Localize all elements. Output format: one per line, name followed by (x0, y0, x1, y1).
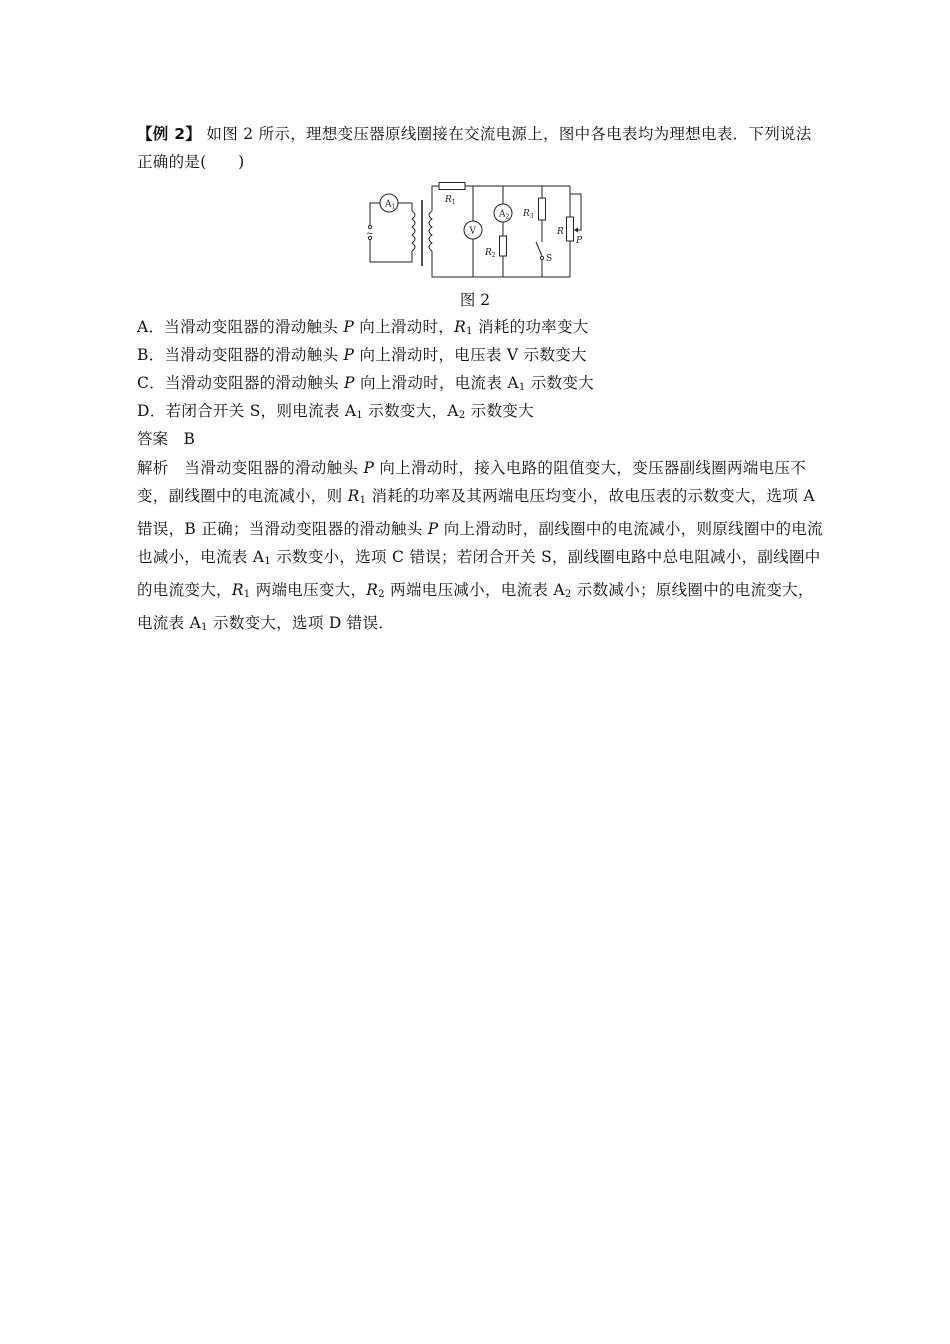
label-r3: $R_3$ (523, 209, 534, 220)
switch-s-contact (540, 256, 543, 259)
label-a2: $A_2$ (499, 209, 510, 221)
question-stem (137, 120, 827, 176)
secondary-wire-top (432, 186, 439, 211)
primary-wire-right (398, 203, 412, 211)
resistor-r2 (500, 236, 507, 256)
label-r1: $R_1$ (445, 195, 456, 206)
primary-coil (412, 211, 415, 251)
primary-wire-bottom (370, 240, 412, 262)
rheostat-slider-wire (570, 194, 581, 230)
label-p: P (576, 236, 583, 246)
switch-s-blade (536, 242, 542, 256)
answer-line: 答案 B (137, 430, 195, 448)
question-text: 如图 2 所示，理想变压器原线圈接在交流电源上，图中各电表均为理想电表．下列说法正确的是( ) (137, 125, 812, 171)
label-a1: $A_1$ (385, 199, 396, 211)
rheostat-r (567, 217, 574, 241)
figure-caption: 图 2 (459, 291, 491, 309)
option-b: B．当滑动变阻器的滑动触头 P 向上滑动时，电压表 V 示数变大 (137, 346, 587, 364)
resistor-r3 (539, 198, 546, 220)
label-r: R (557, 227, 564, 237)
label-s: S (546, 254, 553, 264)
label-r2: $R_2$ (485, 248, 496, 259)
resistor-r1 (439, 183, 465, 190)
option-a: A．当滑动变阻器的滑动触头 P 向上滑动时，$R_1$ 消耗的功率变大 (137, 318, 589, 337)
option-d: D．若闭合开关 S，则电流表 $A_1$ 示数变大，$A_2$ 示数变大 (137, 402, 534, 421)
circuit-diagram (365, 180, 590, 280)
question-tag: 【例 2】 (137, 125, 202, 143)
rheostat-slider-arrow (574, 228, 578, 233)
label-ac: ~ (366, 229, 374, 239)
primary-wire-top (370, 203, 380, 206)
option-c: C．当滑动变阻器的滑动触头 P 向上滑动时，电流表 $A_1$ 示数变大 (137, 374, 594, 393)
label-v: V (469, 226, 476, 237)
analysis-paragraph: 解析 当滑动变阻器的滑动触头 P 向上滑动时，接入电路的阻值变大，变压器副线圈两端电压不变，副线圈中的电流减小，则 $R_1$ 消耗的功率及其两端电压均变小，故电压表的示数变大，选项 A 错误，B 正确；当滑动变阻器的滑动触头 P 向上滑动时，副线圈中的电流减小，则原线圈中的电流也减小，电流表 $A_1$ 示数变小，选项 C 错误；若闭合开关 S，副线圈电路中总电阻减小，副线圈中的电流变大，$R_1$ 两端电压变大，$R_2$ 两端电压减小，电流表 $A_2$ 示数减小；原线圈中的电流变大，电流表 $A_1$ 示数变大，选项 D 错误． (137, 459, 823, 633)
secondary-coil (429, 211, 432, 251)
